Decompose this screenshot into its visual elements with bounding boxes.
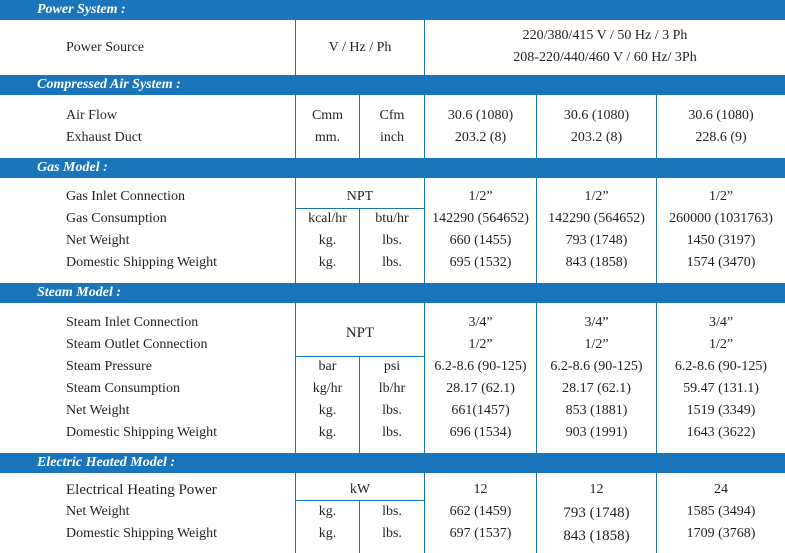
steam-outlet-label: Steam Outlet Connection [66, 337, 208, 352]
air-flow-value: 30.6 (1080) [688, 108, 754, 123]
steam-pressure-unit-metric: bar [318, 359, 337, 374]
steam-pressure-value: 6.2-8.6 (90-125) [434, 359, 527, 374]
steam-consumption-unit-metric: kg/hr [312, 381, 343, 396]
gas-shipping-weight-unit-metric: kg. [318, 255, 337, 270]
steam-net-weight-value: 853 (1881) [565, 403, 628, 418]
steam-block [0, 303, 785, 453]
electric-shipping-weight-value: 1709 (3768) [686, 526, 756, 541]
steam-shipping-weight-unit-metric: kg. [318, 425, 337, 440]
electric-shipping-weight-label: Domestic Shipping Weight [66, 526, 218, 541]
steam-inlet-value: 3/4” [708, 315, 734, 330]
gas-net-weight-value: 1450 (3197) [686, 233, 756, 248]
steam-outlet-value: 1/2” [708, 337, 734, 352]
steam-pressure-value: 6.2-8.6 (90-125) [674, 359, 768, 374]
steam-pressure-label: Steam Pressure [66, 359, 152, 374]
steam-shipping-weight-value: 1643 (3622) [686, 425, 756, 440]
steam-pressure-value: 6.2-8.6 (90-125) [550, 359, 643, 374]
air-flow-unit-metric: Cmm [311, 108, 344, 123]
steam-shipping-weight-unit-imperial: lbs. [382, 425, 402, 440]
electric-shipping-weight-unit-metric: kg. [318, 526, 337, 541]
gas-shipping-weight-label: Domestic Shipping Weight [66, 255, 218, 270]
exhaust-duct-unit-imperial: inch [379, 130, 405, 145]
steam-net-weight-value: 661(1457) [451, 403, 510, 418]
electric-block [0, 473, 785, 553]
gas-net-weight-value: 660 (1455) [449, 233, 512, 248]
gas-consumption-unit-metric: kcal/hr [308, 211, 347, 226]
air-flow-value: 30.6 (1080) [563, 108, 630, 123]
heating-power-value: 24 [714, 482, 728, 497]
gas-shipping-weight-value: 695 (1532) [449, 255, 512, 270]
electric-shipping-weight-value: 697 (1537) [449, 526, 512, 541]
steam-net-weight-label: Net Weight [66, 403, 130, 418]
air-flow-label: Air Flow [66, 108, 117, 123]
electric-net-weight-value: 662 (1459) [449, 504, 512, 519]
gas-inlet-label: Gas Inlet Connection [66, 189, 185, 204]
steam-inlet-label: Steam Inlet Connection [66, 315, 199, 330]
steam-consumption-label: Steam Consumption [66, 381, 180, 396]
air-block [0, 95, 785, 158]
steam-connection-unit: NPT [345, 325, 375, 341]
exhaust-duct-value: 203.2 (8) [454, 130, 507, 145]
steam-net-weight-unit-metric: kg. [318, 403, 337, 418]
steam-pressure-unit-imperial: psi [383, 359, 401, 374]
electric-net-weight-unit-metric: kg. [318, 504, 337, 519]
power-source-label: Power Source [66, 40, 145, 55]
section-header-power: Power System : [0, 0, 785, 20]
steam-consumption-unit-imperial: lb/hr [378, 381, 406, 396]
electric-net-weight-unit-imperial: lbs. [382, 504, 402, 519]
gas-shipping-weight-value: 843 (1858) [565, 255, 628, 270]
steam-inlet-value: 3/4” [468, 315, 493, 330]
steam-outlet-value: 1/2” [584, 337, 609, 352]
power-source-value-2: 208-220/440/460 V / 60 Hz/ 3Ph [513, 50, 697, 65]
gas-consumption-label: Gas Consumption [66, 211, 167, 226]
steam-shipping-weight-value: 696 (1534) [449, 425, 512, 440]
gas-consumption-value: 142290 (564652) [432, 211, 529, 226]
steam-net-weight-value: 1519 (3349) [686, 403, 756, 418]
exhaust-duct-value: 228.6 (9) [695, 130, 747, 145]
gas-net-weight-value: 793 (1748) [565, 233, 628, 248]
steam-consumption-value: 28.17 (62.1) [446, 381, 515, 396]
electric-net-weight-label: Net Weight [66, 504, 130, 519]
gas-consumption-unit-imperial: btu/hr [375, 211, 409, 226]
gas-block [0, 178, 785, 283]
steam-shipping-weight-value: 903 (1991) [565, 425, 628, 440]
gas-inlet-value: 1/2” [468, 189, 493, 204]
air-flow-value: 30.6 (1080) [447, 108, 514, 123]
heating-power-value: 12 [589, 482, 604, 497]
electric-net-weight-value: 1585 (3494) [686, 504, 756, 519]
heating-power-unit: kW [349, 482, 371, 497]
gas-inlet-value: 1/2” [708, 189, 734, 204]
steam-inlet-value: 3/4” [584, 315, 609, 330]
gas-net-weight-label: Net Weight [66, 233, 130, 248]
section-header-gas: Gas Model : [0, 158, 785, 178]
gas-consumption-value: 260000 (1031763) [669, 211, 773, 226]
heating-power-value: 12 [473, 482, 488, 497]
gas-consumption-value: 142290 (564652) [548, 211, 645, 226]
electric-shipping-weight-unit-imperial: lbs. [382, 526, 402, 541]
electric-shipping-weight-value: 843 (1858) [563, 528, 630, 544]
gas-inlet-value: 1/2” [584, 189, 609, 204]
section-header-air: Compressed Air System : [0, 75, 785, 95]
steam-consumption-value: 28.17 (62.1) [562, 381, 631, 396]
gas-shipping-weight-unit-imperial: lbs. [382, 255, 402, 270]
air-flow-unit-imperial: Cfm [379, 108, 405, 123]
section-header-steam: Steam Model : [0, 283, 785, 303]
steam-consumption-value: 59.47 (131.1) [683, 381, 759, 396]
steam-net-weight-unit-imperial: lbs. [382, 403, 402, 418]
steam-outlet-value: 1/2” [468, 337, 493, 352]
gas-shipping-weight-value: 1574 (3470) [686, 255, 756, 270]
steam-shipping-weight-label: Domestic Shipping Weight [66, 425, 218, 440]
electric-net-weight-value: 793 (1748) [563, 505, 630, 521]
gas-inlet-unit: NPT [346, 189, 374, 204]
gas-net-weight-unit-metric: kg. [318, 233, 337, 248]
exhaust-duct-unit-metric: mm. [314, 130, 341, 145]
heating-power-label: Electrical Heating Power [66, 482, 217, 498]
power-block [0, 20, 785, 75]
section-header-electric: Electric Heated Model : [0, 453, 785, 473]
power-source-value-1: 220/380/415 V / 50 Hz / 3 Ph [522, 28, 688, 43]
gas-net-weight-unit-imperial: lbs. [382, 233, 402, 248]
exhaust-duct-label: Exhaust Duct [66, 130, 142, 145]
power-source-unit: V / Hz / Ph [328, 40, 392, 55]
exhaust-duct-value: 203.2 (8) [570, 130, 623, 145]
